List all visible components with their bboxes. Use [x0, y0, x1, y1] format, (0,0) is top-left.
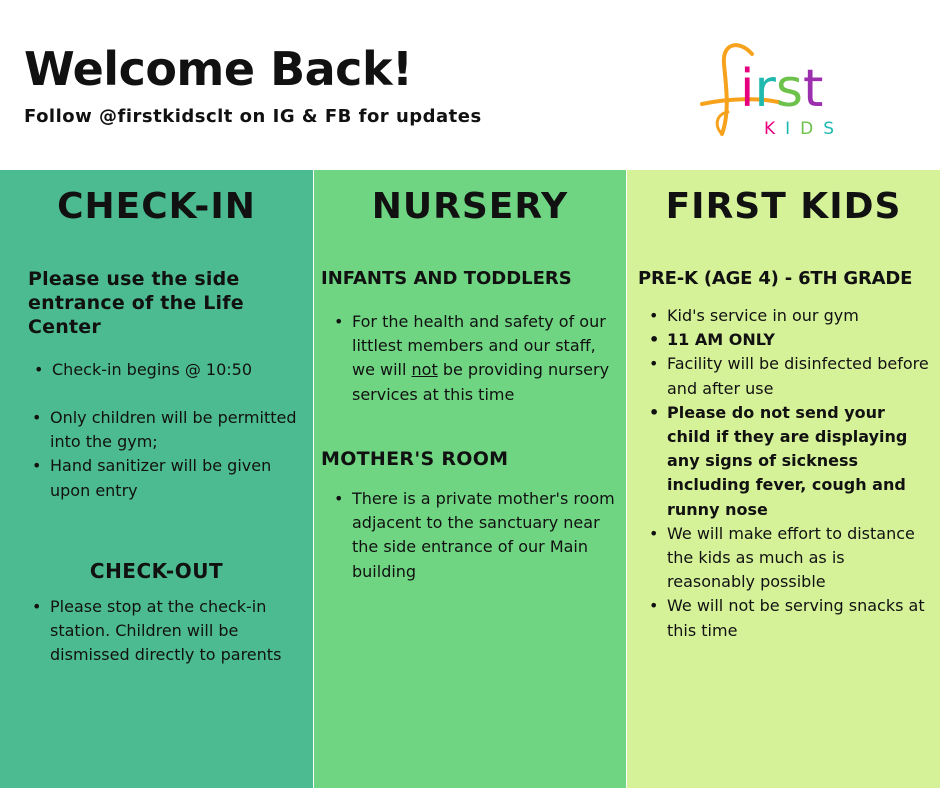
list-item: • 11 AM ONLY	[647, 328, 932, 352]
nursery-title: NURSERY	[371, 186, 569, 227]
list-item: • There is a private mother's room adjacent to the sanctuary near the side entrance of our Main building	[332, 487, 617, 584]
list-item: • Facility will be disinfected before and after use	[647, 352, 932, 400]
list-item: • Please stop at the check-in station. Children will be dismissed directly to parents	[30, 595, 295, 668]
first-kids-logo	[700, 34, 890, 144]
list-item: • Only children will be permitted into the gym;	[30, 406, 300, 454]
firstkids-column	[627, 170, 940, 788]
header	[0, 0, 940, 170]
list-item: • Hand sanitizer will be given upon entry	[30, 454, 300, 502]
list-item: • We will not be serving snacks at this time	[647, 594, 932, 642]
checkin-intro: Please use the side entrance of the Life Center	[28, 268, 244, 338]
list-item: • We will make effort to distance the kids as much as is reasonably possible	[647, 522, 932, 595]
firstkids-list	[647, 304, 932, 643]
firstkids-title: FIRST KIDS	[665, 186, 902, 227]
list-item: • Please do not send your child if they are displaying any signs of sickness including fever, cough and runny nose	[647, 401, 932, 522]
checkout-list	[30, 595, 295, 668]
checkin-column	[0, 170, 313, 788]
logo-kids-text: KIDS	[764, 119, 845, 139]
list-item	[332, 310, 617, 407]
checkin-title: CHECK-IN	[57, 186, 256, 227]
infants-toddlers-heading: INFANTS AND TODDLERS	[321, 268, 572, 289]
nursery-text-a: For the health and safety of our littlest members and our staff, we will	[352, 312, 606, 380]
nursery-text-b: be providing nursery services at this time	[352, 360, 610, 404]
list-item: • Check-in begins @ 10:50	[32, 358, 302, 382]
checkout-title: CHECK-OUT	[89, 559, 224, 583]
nursery-column	[314, 170, 626, 788]
nursery-text-emph: not	[411, 360, 438, 380]
checkin-list-1	[32, 358, 302, 382]
checkin-list-2	[30, 406, 300, 503]
infants-toddlers-list	[332, 310, 617, 407]
list-item: • Kid's service in our gym	[647, 304, 932, 328]
mothers-room-heading: MOTHER'S ROOM	[321, 448, 509, 470]
page-title: Welcome Back!	[24, 42, 413, 96]
mothers-room-list	[332, 487, 617, 584]
firstkids-heading: PRE-K (AGE 4) - 6TH GRADE	[638, 268, 913, 289]
page-subtitle: Follow @firstkidsclt on IG & FB for updates	[24, 106, 482, 127]
logo-first-text: irst	[740, 59, 824, 119]
